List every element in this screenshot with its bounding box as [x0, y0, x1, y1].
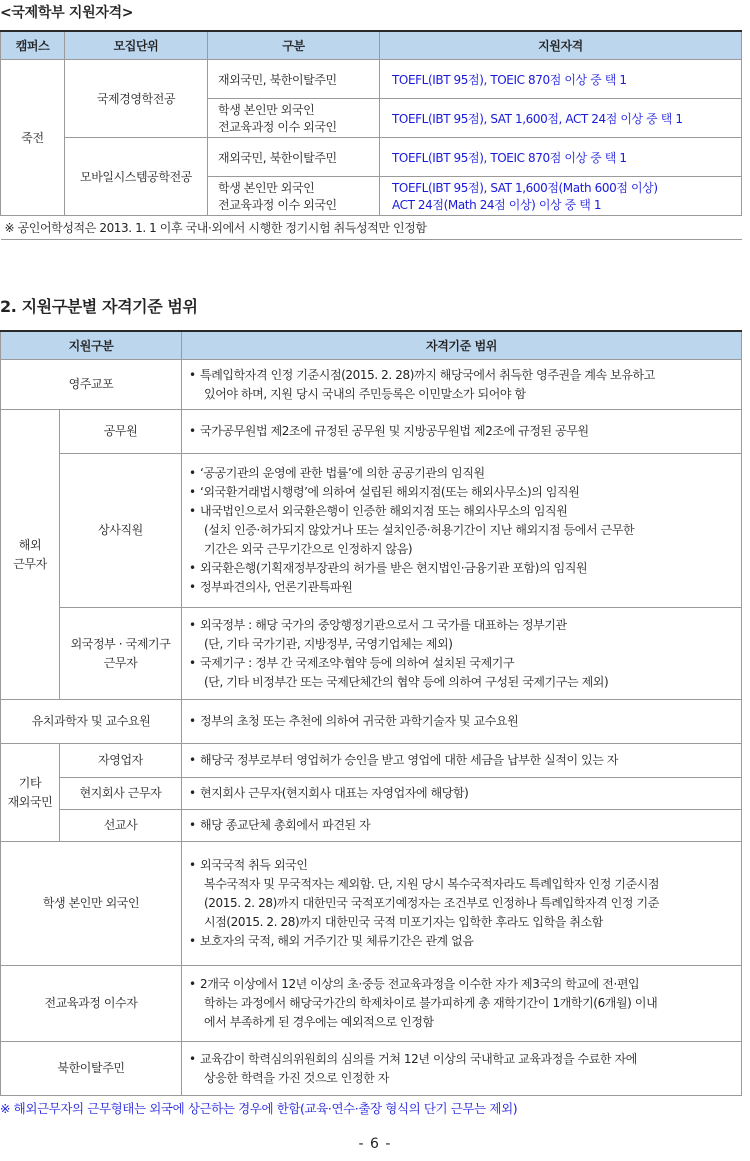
table-header-row [1, 331, 742, 360]
list-item: • 외국환은행(기획재정부장관의 허가를 받은 현지법인·금융기관 포함)의 임직원 [188, 559, 735, 578]
header-campus: 캠퍼스 [1, 31, 65, 60]
scope-cell [182, 410, 742, 454]
list-item: • 보호자의 국적, 해외 거주기간 및 체류기간은 관계 없음 [188, 932, 735, 951]
scope-cell [182, 608, 742, 700]
scope-cell [182, 778, 742, 810]
bullet-list [188, 366, 735, 404]
scope-cell [182, 1042, 742, 1096]
table-row [1, 700, 742, 744]
qualification-cell: TOEFL(IBT 95점), SAT 1,600점, ACT 24점 이상 중 택 1 [380, 99, 742, 138]
table-row [1, 810, 742, 842]
header-type: 구분 [208, 31, 380, 60]
type-cell: 학생 본인만 외국인 전교육과정 이수 외국인 [208, 177, 380, 216]
scope-cell [182, 360, 742, 410]
bullet-list [188, 816, 735, 835]
table-header-row [1, 31, 742, 60]
qualification-cell: TOEFL(IBT 95점), SAT 1,600점(Math 600점 이상) ACT 24점(Math 24점 이상) 이상 중 택 1 [380, 177, 742, 216]
unit-cell: 모바일시스템공학전공 [65, 138, 208, 216]
category-other-group: 기타 재외국민 [1, 744, 60, 842]
scope-cell [182, 810, 742, 842]
note-row [1, 216, 742, 240]
list-item: • 2개국 이상에서 12년 이상의 초·중등 전교육과정을 이수한 자가 제3국의 학교에 전·편입 학하는 과정에서 해당국가간의 학제차이로 불가피하게 총 재학기간이 1개학기(6개월) 이내 에서 부족하게 된 경우에는 예외적으로 인정함 [188, 975, 735, 1032]
category-local-employee: 현지회사 근무자 [60, 778, 182, 810]
category-full-course: 전교육과정 이수자 [1, 966, 182, 1042]
bullet-list [188, 751, 735, 770]
list-item: • 특례입학자격 인정 기준시점(2015. 2. 28)까지 해당국에서 취득한 영주권을 계속 보유하고 있어야 하며, 지원 당시 국내의 주민등록은 이민말소가 되어야 함 [188, 366, 735, 404]
list-item: • 해당국 정부로부터 영업허가 승인을 받고 영업에 대한 세금을 납부한 실적이 있는 자 [188, 751, 735, 770]
list-item: • 정부파견의사, 언론기관특파원 [188, 578, 735, 597]
bullet-list [188, 856, 735, 951]
bullet-list [188, 464, 735, 597]
scope-cell [182, 744, 742, 778]
section2-title: 2. 지원구분별 자격기준 범위 [0, 297, 198, 316]
category-permanent: 영주교포 [1, 360, 182, 410]
overseas-work-footnote: ※ 해외근무자의 근무형태는 외국에 상근하는 경우에 한함(교육·연수·출장 형식의 단기 근무는 제외) [0, 1101, 518, 1116]
bullet-list [188, 784, 735, 803]
table-row [1, 410, 742, 454]
page-number: - 6 - [358, 1136, 392, 1152]
bullet-list [188, 975, 735, 1032]
table-row [1, 360, 742, 410]
table-row [1, 608, 742, 700]
bullet-list [188, 422, 735, 441]
type-cell: 재외국민, 북한이탈주민 [208, 60, 380, 99]
table-row [1, 966, 742, 1042]
unit-cell: 국제경영학전공 [65, 60, 208, 138]
list-item: • 외국정부 : 해당 국가의 중앙행정기관으로서 그 국가를 대표하는 정부기관 (단, 기타 국가기관, 지방정부, 국영기업체는 제외) [188, 616, 735, 654]
table-row [1, 60, 742, 99]
table-row [1, 138, 742, 177]
category-scientist: 유치과학자 및 교수요원 [1, 700, 182, 744]
header-unit: 모집단위 [65, 31, 208, 60]
table-row [1, 778, 742, 810]
category-business: 상사직원 [60, 454, 182, 608]
list-item: • 국제기구 : 정부 간 국제조약·협약 등에 의하여 설치된 국제기구 (단, 기타 비정부간 또는 국제단체간의 협약 등에 의하여 구성된 국제기구는 제외) [188, 654, 735, 692]
category-civil-servant: 공무원 [60, 410, 182, 454]
header-qualification: 지원자격 [380, 31, 742, 60]
table-row [1, 454, 742, 608]
scope-cell [182, 842, 742, 966]
scope-cell [182, 454, 742, 608]
header-scope: 자격기준 범위 [182, 331, 742, 360]
header-category: 지원구분 [1, 331, 182, 360]
list-item: • 현지회사 근무자(현지회사 대표는 자영업자에 해당함) [188, 784, 735, 803]
scope-cell [182, 700, 742, 744]
type-cell: 재외국민, 북한이탈주민 [208, 138, 380, 177]
qualification-cell: TOEFL(IBT 95점), TOEIC 870점 이상 중 택 1 [380, 138, 742, 177]
campus-cell: 죽전 [1, 60, 65, 216]
category-student-foreigner: 학생 본인만 외국인 [1, 842, 182, 966]
table-row [1, 1042, 742, 1096]
qualification-cell: TOEFL(IBT 95점), TOEIC 870점 이상 중 택 1 [380, 60, 742, 99]
list-item: • 교육감이 학력심의위원회의 심의를 거쳐 12년 이상의 국내학교 교육과정을 수료한 자에 상응한 학력을 가진 것으로 인정한 자 [188, 1050, 735, 1088]
category-missionary: 선교사 [60, 810, 182, 842]
list-item: • 정부의 초청 또는 추천에 의하여 귀국한 과학기술자 및 교수요원 [188, 712, 735, 731]
category-defector: 북한이탈주민 [1, 1042, 182, 1096]
section1-title: <국제학부 지원자격> [0, 5, 134, 21]
type-cell: 학생 본인만 외국인 전교육과정 이수 외국인 [208, 99, 380, 138]
criteria-scope-table [0, 330, 742, 1096]
intl-school-qualification-table [0, 30, 742, 240]
bullet-list [188, 1050, 735, 1088]
category-foreign-gov: 외국정부 · 국제기구 근무자 [60, 608, 182, 700]
language-score-note: ※ 공인어학성적은 2013. 1. 1 이후 국내·외에서 시행한 정기시험 취득성적만 인정함 [1, 216, 742, 240]
bullet-list [188, 616, 735, 692]
category-self-employed: 자영업자 [60, 744, 182, 778]
scope-cell [182, 966, 742, 1042]
list-item: • ‘공공기관의 운영에 관한 법률’에 의한 공공기관의 임직원 [188, 464, 735, 483]
table-row [1, 744, 742, 778]
list-item: • ‘외국환거래법시행령’에 의하여 설립된 해외지점(또는 해외사무소)의 임직원 [188, 483, 735, 502]
category-overseas-group: 해외 근무자 [1, 410, 60, 700]
bullet-list [188, 712, 735, 731]
list-item: • 외국국적 취득 외국인 복수국적자 및 무국적자는 제외함. 단, 지원 당시 복수국적자라도 특례입학자 인정 기준시점 (2015. 2. 28)까지 대한민국 국적포기예정자는 조건부로 인정하나 특례입학자격 인정 기준 시점(2015. 2. 28)까지 대한민국 국적 미포기자는 입학한 후라도 입학을 취소함 [188, 856, 735, 932]
list-item: • 해당 종교단체 총회에서 파견된 자 [188, 816, 735, 835]
table-row [1, 842, 742, 966]
list-item: • 내국법인으로서 외국환은행이 인증한 해외지점 또는 해외사무소의 임직원 (설치 인증·허가되지 않았거나 또는 설치인증·허용기간이 지난 해외지점 등에서 근무한 기간은 외국 근무기간으로 인정하지 않음) [188, 502, 735, 559]
list-item: • 국가공무원법 제2조에 규정된 공무원 및 지방공무원법 제2조에 규정된 공무원 [188, 422, 735, 441]
